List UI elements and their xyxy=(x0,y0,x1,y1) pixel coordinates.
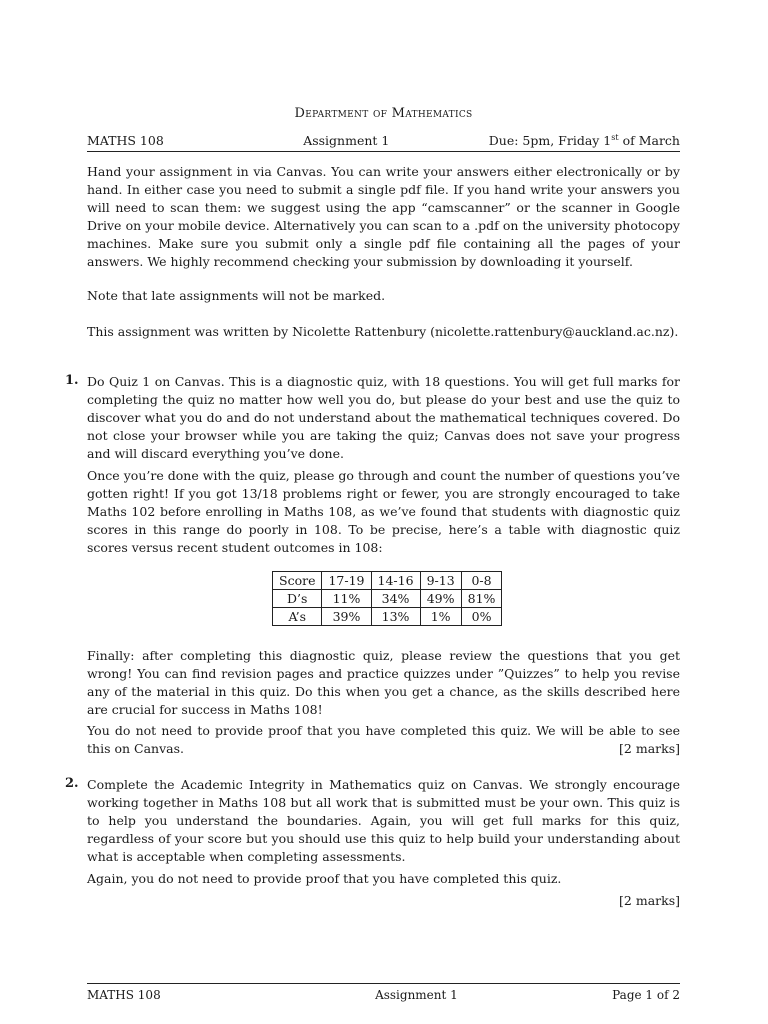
table-row xyxy=(273,572,502,590)
intro-paragraph-1: Hand your assignment in via Canvas. You can write your answers either electronically or by hand. In either case you need to submit a single pdf file. If you hand write your answers you will need to scan them: we suggest using the app “camscanner” or the scanner in Google Drive on your mobile device. Alternatively you can scan to a .pdf on the university photocopy machines. Make sure you submit only a single pdf file containing all the pages of your answers. We highly recommend checking your submission by downloading it yourself. xyxy=(87,164,680,269)
document-page xyxy=(65,0,680,1024)
question-2-paragraph-2: Again, you do not need to provide proof that you have completed this quiz. xyxy=(87,871,562,886)
question-1-paragraph-3: Finally: after completing this diagnostic quiz, please review the questions that you get wrong! You can find revision pages and practice quizzes under ”Quizzes” to help you revise any of the material in this quiz. Do this when you get a chance, as the skills described here are crucial for success in Maths 108! xyxy=(87,648,680,717)
question-1-paragraph-2: Once you’re done with the quiz, please go through and count the number of questions you’ve gotten right! If you got 13/18 problems right or fewer, you are strongly encouraged to take Maths 102 before enrolling in Maths 108, as we’ve found that students with diagnostic quiz scores in this range do poorly in 108. To be precise, here’s a table with diagnostic quiz scores versus recent student outcomes in 108: xyxy=(87,468,680,555)
footer-page-number: Page 1 of 2 xyxy=(612,988,680,1002)
due-date: Due: 5pm, Friday 1st of March xyxy=(488,133,680,149)
table-cell: 13% xyxy=(371,608,420,626)
question-1-paragraph-4: You do not need to provide proof that you have completed this quiz. We will be able to see this on Canvas. [2 marks] xyxy=(87,723,680,756)
table-row-header: A’s xyxy=(273,608,322,626)
footer-rule xyxy=(87,983,680,984)
table-cell: 34% xyxy=(371,590,420,608)
table-cell: 0% xyxy=(461,608,502,626)
footer-course: MATHS 108 xyxy=(87,988,161,1002)
assignment-title: Assignment 1 xyxy=(303,133,390,148)
intro-paragraph-3: This assignment was written by Nicolette Rattenbury (nicolette.rattenbury@auckland.ac.nz). xyxy=(87,324,679,339)
header-rule xyxy=(87,151,680,152)
table-cell: 1% xyxy=(420,608,461,626)
table-cell: 81% xyxy=(461,590,502,608)
table-cell: 11% xyxy=(322,590,371,608)
question-1-paragraph-1: Do Quiz 1 on Canvas. This is a diagnostic quiz, with 18 questions. You will get full marks for completing the quiz no matter how well you do, but please do your best and use the quiz to discover what you do and do not understand about the mathematical techniques covered. Do not close your browser while you are taking the quiz; Canvas does not save your progress and will discard everything you’ve done. xyxy=(87,374,680,461)
course-code: MATHS 108 xyxy=(87,133,164,148)
footer-row xyxy=(87,988,680,1002)
intro-paragraph-2: Note that late assignments will not be marked. xyxy=(87,288,386,303)
question-2-marks: [2 marks] xyxy=(619,893,680,908)
table-cell: 39% xyxy=(322,608,371,626)
header-row xyxy=(87,133,680,148)
question-1-marks: [2 marks] xyxy=(619,741,680,756)
question-2-paragraph-1: Complete the Academic Integrity in Mathematics quiz on Canvas. We strongly encourage working together in Maths 108 but all work that is submitted must be your own. This quiz is to help you understand the boundaries. Again, you will get full marks for this quiz, regardless of your score but you should use this quiz to help build your understanding about what is acceptable when completing assessments. xyxy=(87,777,680,864)
question-1-number: 1. xyxy=(65,373,79,388)
table-cell: 49% xyxy=(420,590,461,608)
table-row xyxy=(273,608,502,626)
diagnostic-score-table xyxy=(272,571,502,626)
question-2-number: 2. xyxy=(65,776,79,791)
department-title: Department of Mathematics xyxy=(294,106,473,121)
table-cell: 9-13 xyxy=(420,572,461,590)
table-row-header: Score xyxy=(273,572,322,590)
footer-assignment: Assignment 1 xyxy=(375,988,458,1002)
table-cell: 17-19 xyxy=(322,572,371,590)
table-row xyxy=(273,590,502,608)
table-cell: 0-8 xyxy=(461,572,502,590)
table-row-header: D’s xyxy=(273,590,322,608)
table-cell: 14-16 xyxy=(371,572,420,590)
